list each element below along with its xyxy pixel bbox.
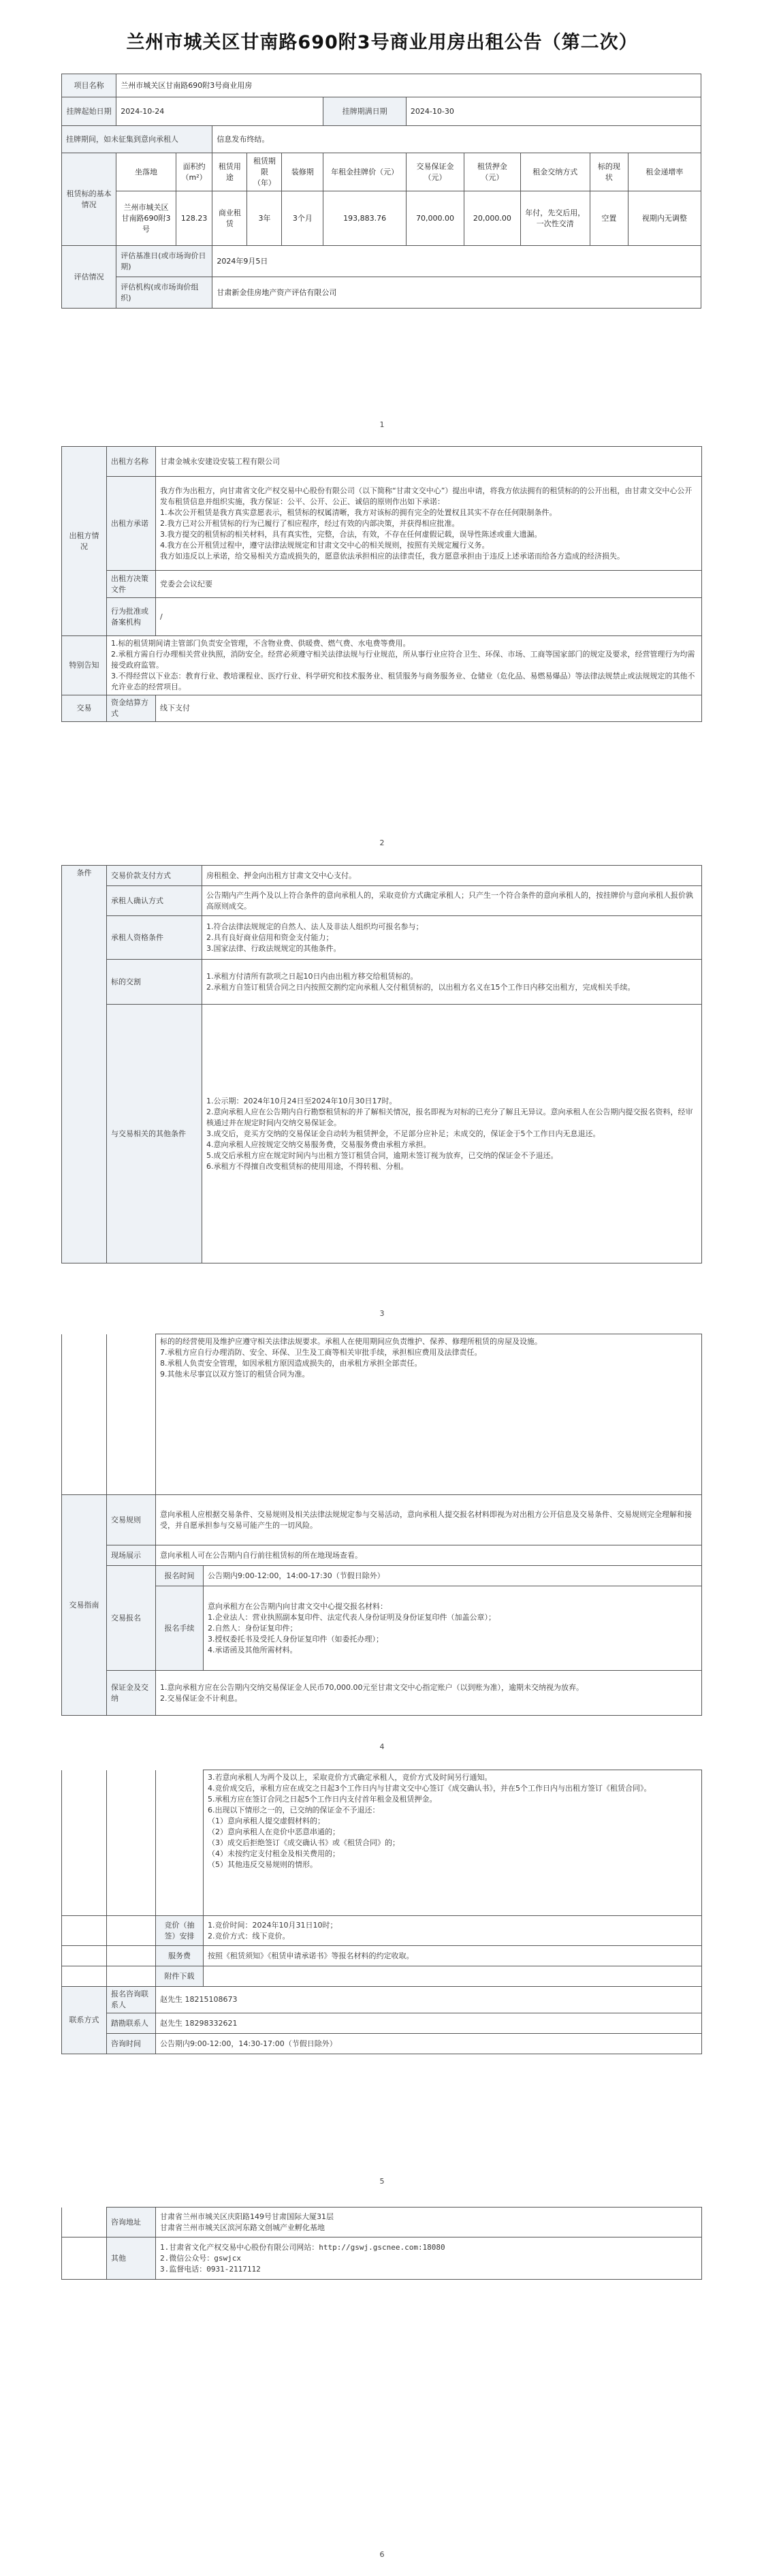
- bid-value: 1.竞价时间：2024年10月31日10时； 2.竞价方式：线下竞价。: [204, 1916, 702, 1946]
- basic-info-label: 租赁标的基本情况: [62, 153, 116, 246]
- lessor-commitment-label: 出租方承诺: [107, 477, 156, 571]
- col-header: 装修期: [282, 153, 323, 191]
- lessor-name-label: 出租方名称: [107, 447, 156, 477]
- col-header: 租赁期限（年）: [247, 153, 282, 191]
- survey-contact-value: 赵先生 18298332621: [156, 2013, 702, 2034]
- deposit-label: 保证金及交纳: [107, 1671, 156, 1716]
- handover-label: 标的交割: [107, 960, 202, 1005]
- other-info-label: 其他: [107, 2237, 156, 2280]
- rules-value: 意向承租人应根据交易条件、交易规则及相关法律法规规定参与交易活动，意向承租人提交报名材料即视为对出租方公开信息及交易条件、交易规则完全理解和接受，并自愿承担参与交易可能产生的一切风险。: [156, 1495, 702, 1545]
- table-cell: 兰州市城关区甘南路690附3号: [116, 191, 176, 246]
- special-notice-text: 1.标的租赁期间请主管部门负责安全管理，不含物业费、供暖费、燃气费、水电费等费用。 2.承租方需自行办理相关营业执照，消防安全。经营必须遵守相关法律法规与行业规范，所从事行业应符合卫生、环保、市场、工商等国家部门的规定及要求，经营管理行为均需接受政府监管。 3.不得经营以下业态：教育行业、教培课程业、医疗行业、科学研究和技术服务业、租赁服务与商务服务业、仓储业（危化品、易燃易爆品）等法律法规禁止或法规规定的其他不允许业态的经营项目。: [107, 636, 702, 695]
- basic-info-table: [61, 74, 701, 309]
- page-title: 兰州市城关区甘南路690附3号商业用房出租公告（第二次）: [126, 32, 638, 53]
- reg-procedure-value: 意向承租方在公告期内向甘肃文交中心提交报名材料： 1.企业法人：营业执照副本复印件、法定代表人身份证明及身份证复印件（加盖公章）； 2.自然人：身份证复印件； 3.授权委托书及受托人身份证复印件（如委托办理）； 4.承诺函及其他所需材料。: [204, 1586, 702, 1671]
- show-label: 现场展示: [107, 1545, 156, 1566]
- other-conditions-label: 与交易相关的其他条件: [107, 1005, 202, 1263]
- page-number: 5: [379, 2177, 385, 2186]
- reg-time-label: 报名时间: [156, 1566, 204, 1586]
- table-cell: 3个月: [282, 191, 323, 246]
- approval-label: 行为批准或备案机构: [107, 598, 156, 636]
- eval-date-value: 2024年9月5日: [212, 246, 701, 277]
- col-header: 租金交纳方式: [520, 153, 590, 191]
- contact-label: 联系方式: [62, 1987, 107, 2054]
- reg-contact-label: 报名咨询联系人: [107, 1987, 156, 2013]
- service-fee-label: 服务费: [156, 1946, 204, 1966]
- page-number: 2: [379, 838, 385, 847]
- eval-label: 评估情况: [62, 246, 116, 309]
- col-header: 标的现状: [590, 153, 628, 191]
- conditions-label: 条件: [62, 866, 107, 1263]
- attachment-label: 附件下载: [156, 1966, 204, 1987]
- settlement-label: 资金结算方式: [107, 695, 156, 722]
- payment-method-value: 房租租金、押金向出租方甘肃文交中心支付。: [202, 866, 702, 886]
- lessee-qualification-label: 承租人资格条件: [107, 916, 202, 960]
- table-cell: 商业租赁: [212, 191, 247, 246]
- col-header: 交易保证金（元）: [406, 153, 464, 191]
- listing-period-label: 挂牌期间，如未征集到意向承租人: [62, 126, 212, 153]
- reg-procedure-label: 报名手续: [156, 1586, 204, 1671]
- listing-start-label: 挂牌起始日期: [62, 97, 116, 126]
- col-header: 坐落地: [116, 153, 176, 191]
- lessee-qualification-value: 1.符合法律法规规定的自然人、法人及非法人组织均可报名参与； 2.具有良好商业信用和资金支付能力； 3.国家法律、行政法规规定的其他条件。: [202, 916, 702, 960]
- project-name-value: 兰州市城关区甘南路690附3号商业用房: [116, 74, 701, 97]
- project-name-label: 项目名称: [62, 74, 116, 97]
- address-value: 甘肃省兰州市城关区庆阳路149号甘肃国际大厦31层 甘肃省兰州市城关区滨河东路文创城产业孵化基地: [156, 2208, 702, 2237]
- table-cell: 20,000.00: [464, 191, 521, 246]
- eval-date-label: 评估基准日(或市场询价日期): [116, 246, 212, 277]
- col-header: 租金递增率: [628, 153, 701, 191]
- other-info-value: 1.甘肃省文化产权交易中心股份有限公司网站：http://gswj.gscnee.com:18080 2.微信公众号：gswjcx 3.监督电话：0931-2117112: [156, 2237, 702, 2280]
- listing-end-label: 挂牌期满日期: [323, 97, 407, 126]
- table-cell: 3年: [247, 191, 282, 246]
- other-conditions-value: 1.公示期：2024年10月24日至2024年10月30日17时。 2.意向承租人应在公告期内自行勘察租赁标的并了解相关情况，报名即视为对标的已充分了解且无异议。意向承租人在公告期内提交报名资料，经审核通过并在规定时间内交纳交易保证金。 3.成交后，竞买方交纳的交易保证金自动转为租赁押金，不足部分应补足；未成交的，保证金于5个工作日内无息退还。 4.意向承租人应按规定交纳交易服务费，交易服务费由承租方承担。 5.成交后承租方应在规定时间内与出租方签订租赁合同，逾期未签订视为放弃，已交纳的保证金不予退还。 6.承租方不得擅自改变租赁标的使用用途，不得转租、分租。: [202, 1005, 702, 1263]
- lessor-name-value: 甘肃金城永安建设安装工程有限公司: [156, 447, 702, 477]
- section-conditions: [61, 865, 701, 1263]
- section-basic-info: [61, 74, 701, 309]
- trade-label: 交易: [62, 695, 107, 722]
- page-number: 4: [379, 1742, 385, 1751]
- process-text: 3.若意向承租人为两个及以上，采取竞价方式确定承租人，竞价方式及时间另行通知。 4.竞价成交后，承租方应在成交之日起3个工作日内与甘肃文交中心签订《成交确认书》，并在5个工作日内与出租方签订《租赁合同》。 5.承租方应在签订合同之日起5个工作日内支付首年租金及租赁押金。 6.出现以下情形之一的，已交纳的保证金不予退还： （1）意向承租人提交虚假材料的； （2）意向承租人在竞价中恶意串通的； （3）成交后拒绝签订《成交确认书》或《租赁合同》的； （4）未按约定支付租金及相关费用的； （5）其他违反交易规则的情形。: [204, 1770, 702, 1916]
- service-fee-value: 按照《租赁须知》《租赁申请承诺书》等报名材料的约定收取。: [204, 1946, 702, 1966]
- rules-label: 交易规则: [107, 1495, 156, 1545]
- section-guide: [61, 1334, 701, 1716]
- table-cell: 128.23: [176, 191, 212, 246]
- page-number: 6: [379, 2550, 385, 2559]
- address-label: 咨询地址: [107, 2208, 156, 2237]
- page-number: 1: [379, 420, 385, 429]
- decision-doc-label: 出租方决策文件: [107, 571, 156, 598]
- special-notice-label: 特别告知: [62, 636, 107, 695]
- other-conditions-cont: 标的的经营使用及维护应遵守相关法律法规要求。承租人在使用期间应负责维护、保养、修理所租赁的房屋及设施。 7.承租方应自行办理消防、安全、环保、卫生及工商等相关审批手续，承担相应费用及法律责任。 8.承租人负责安全管理，如因承租方原因造成损失的，由承租方承担全部责任。 9.其他未尽事宜以双方签订的租赁合同为准。: [156, 1334, 702, 1495]
- page-number: 3: [379, 1309, 385, 1318]
- consult-time-value: 公告期内9:00-12:00，14:30-17:00（节假日除外）: [156, 2034, 702, 2054]
- section-other: [61, 2207, 701, 2280]
- listing-start-value: 2024-10-24: [116, 97, 323, 126]
- table-cell: 70,000.00: [406, 191, 464, 246]
- table-cell: 视期内无调整: [628, 191, 701, 246]
- decision-doc-value: 党委会会议纪要: [156, 571, 702, 598]
- table-cell: 空置: [590, 191, 628, 246]
- conditions-table: [61, 865, 702, 1263]
- consult-time-label: 咨询时间: [107, 2034, 156, 2054]
- col-header: 租赁用途: [212, 153, 247, 191]
- lessee-confirm-value: 公告期内产生两个及以上符合条件的意向承租人的，采取竞价方式确定承租人；只产生一个符合条件的意向承租人的，按挂牌价与意向承租人报价孰高原则成交。: [202, 886, 702, 916]
- survey-contact-label: 踏勘联系人: [107, 2013, 156, 2034]
- listing-end-value: 2024-10-30: [406, 97, 701, 126]
- lessor-commitment-text: 我方作为出租方，向甘肃省文化产权交易中心股份有限公司（以下简称“甘肃文交中心”）提出申请，将我方依法拥有的租赁标的的公开出租，由甘肃文交中心公开发布租赁信息并组织实施，我方保证：公平、公开、公正、诚信的原则作出如下承诺： 1.本次公开租赁是我方真实意愿表示，租赁标的权属清晰，我方对该标的拥有完全的处置权且其实不存在任何限制条件。 2.我方已对公开租赁标的行为已履行了相应程序，经过有效的内部决策，并获得相应批准。 3.我方提交的租赁标的相关材料，具有真实性，完整，合法，有效，不存在任何虚假记载，误导性陈述或重大遗漏。 4.我方在公开租赁过程中，遵守法律法规规定和甘肃文交中心的相关规则，按照有关规定履行义务。 我方如违反以上承诺，给交易相关方造成损失的，愿意依法承担相应的法律责任，我方愿意承担由于违反上述承诺而给各方造成的经济损失。: [156, 477, 702, 571]
- guide-label: 交易指南: [62, 1495, 107, 1716]
- listing-period-value: 信息发布终结。: [212, 126, 701, 153]
- attachment-link[interactable]: [204, 1966, 702, 1987]
- registration-label: 交易报名: [107, 1566, 156, 1671]
- other-table: [61, 2207, 702, 2280]
- reg-time-value: 公告期内9:00-12:00，14:00-17:30（节假日除外）: [204, 1566, 702, 1586]
- col-header: 面积约（m²）: [176, 153, 212, 191]
- reg-contact-value: 赵先生 18215108673: [156, 1987, 702, 2013]
- deposit-value: 1.意向承租方应在公告期内交纳交易保证金人民币70,000.00元至甘肃文交中心指定账户（以到账为准），逾期未交纳视为放弃。 2.交易保证金不计利息。: [156, 1671, 702, 1716]
- process-table: [61, 1770, 702, 2054]
- handover-value: 1.承租方付清所有款项之日起10日内由出租方移交给租赁标的。 2.承租方自签订租赁合同之日内按照交割约定向承租人交付租赁标的，以出租方名义在15个工作日内移交出租方，完成相关手续。: [202, 960, 702, 1005]
- section-process: [61, 1770, 701, 2054]
- table-cell: 193,883.76: [323, 191, 407, 246]
- lessor-label: 出租方情况: [62, 447, 107, 636]
- table-cell: 年付，先交后用，一次性交清: [520, 191, 590, 246]
- col-header: 租赁押金（元）: [464, 153, 521, 191]
- settlement-value: 线下支付: [156, 695, 702, 722]
- guide-table: [61, 1334, 702, 1716]
- lessor-table: [61, 446, 702, 722]
- approval-value: /: [156, 598, 702, 636]
- eval-org-value: 甘肃新金佳房地产资产评估有限公司: [212, 277, 701, 309]
- col-header: 年租金挂牌价（元）: [323, 153, 407, 191]
- section-lessor: [61, 446, 701, 722]
- bid-label: 竞价（抽签）安排: [156, 1916, 204, 1946]
- lessee-confirm-label: 承租人确认方式: [107, 886, 202, 916]
- eval-org-label: 评估机构(或市场询价组织): [116, 277, 212, 309]
- show-value: 意向承租人可在公告期内自行前往租赁标的所在地现场查看。: [156, 1545, 702, 1566]
- payment-method-label: 交易价款支付方式: [107, 866, 202, 886]
